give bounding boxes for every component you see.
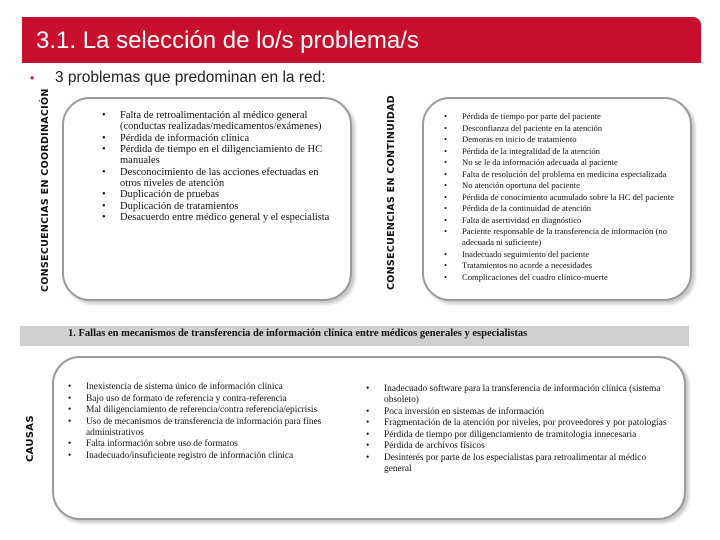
- list-item: • Mal diligenciamiento de referencia/contra referencia/epicrisis: [66, 405, 351, 416]
- list-item: • No se le da información adecuada al paciente: [442, 157, 674, 168]
- list-item: • Fragmentación de la atención por niveles, por proveedores y por patologías: [364, 418, 669, 429]
- list-item: • Desconocimiento de las acciones efectuadas en otros niveles de atención: [100, 167, 340, 189]
- subtitle-bullet: •: [30, 71, 35, 85]
- list-item: • Pérdida de tiempo por parte del paciente: [442, 111, 674, 122]
- list-item: • Inexistencia de sistema único de información clínica: [66, 382, 351, 393]
- coordination-label: CONSECUENCIAS EN COORDINACIÓN: [40, 88, 51, 292]
- list-item: • Pérdida de tiempo por diligenciamiento de tramitología innecesaria: [364, 430, 669, 441]
- list-item: • No atención oportuna del paciente: [442, 180, 674, 191]
- list-item: • Desinterés por parte de los especialistas para retroalimentar al médico general: [364, 453, 669, 475]
- list-item: • Complicaciones del cuadro clínico-muerte: [442, 272, 674, 283]
- list-item: • Inadecuado/insuficiente registro de información clínica: [66, 451, 351, 462]
- list-item: • Uso de mecanismos de transferencia de información para fines administrativos: [66, 417, 351, 439]
- list-item: • Inadecuado seguimiento del paciente: [442, 249, 674, 260]
- list-item: • Falta información sobre uso de formatos: [66, 439, 351, 450]
- subtitle-text: 3 problemas que predominan en la red:: [55, 69, 326, 86]
- list-item: • Pérdida de tiempo en el diligenciamiento de HC manuales: [100, 144, 340, 166]
- list-item: • Pérdida de conocimiento acumulado sobre la HC del paciente: [442, 192, 674, 203]
- list-item: • Desacuerdo entre médico general y el especialista: [100, 212, 340, 223]
- causes-label: CAUSAS: [25, 415, 36, 462]
- coordination-list: [100, 110, 340, 224]
- list-item: • Pérdida de la integralidad de la atención: [442, 146, 674, 157]
- list-item: • Poca inversión en sistemas de información: [364, 407, 669, 418]
- causes-left-list: [66, 382, 351, 462]
- list-item: • Pérdida de la continuidad de atención: [442, 203, 674, 214]
- list-item: • Bajo uso de formato de referencia y contra-referencia: [66, 394, 351, 405]
- list-item: • Demoras en inicio de tratamiento: [442, 134, 674, 145]
- list-item: • Paciente responsable de la transferencia de información (no adecuada ni suficiente): [442, 226, 674, 248]
- page-title: 3.1. La selección de lo/s problema/s: [36, 27, 419, 54]
- list-item: • Pérdida de archivos físicos: [364, 441, 669, 452]
- list-item: • Falta de asertividad en diagnóstico: [442, 215, 674, 226]
- problem-banner: [20, 326, 689, 346]
- list-item: • Falta de retroalimentación al médico general (conductas realizadas/medicamentos/exámenes): [100, 110, 340, 132]
- list-item: • Inadecuado software para la transferencia de información clínica (sistema obsoleto): [364, 384, 669, 406]
- continuity-label: CONSECUENCIAS EN CONTINUIDAD: [386, 95, 397, 290]
- list-item: • Duplicación de pruebas: [100, 189, 340, 200]
- causes-right-list: [364, 384, 669, 475]
- list-item: • Tratamientos no acorde a necesidades: [442, 260, 674, 271]
- list-item: • Pérdida de información clínica: [100, 133, 340, 144]
- list-item: • Desconfianza del paciente en la atención: [442, 123, 674, 134]
- continuity-list: [442, 111, 674, 283]
- list-item: • Duplicación de tratamientos: [100, 201, 340, 212]
- problem-text: 1. Fallas en mecanismos de transferencia de información clínica entre médicos generales y especialistas: [68, 328, 528, 339]
- list-item: • Falta de resolución del problema en medicina especializada: [442, 169, 674, 180]
- title-banner: [22, 17, 701, 63]
